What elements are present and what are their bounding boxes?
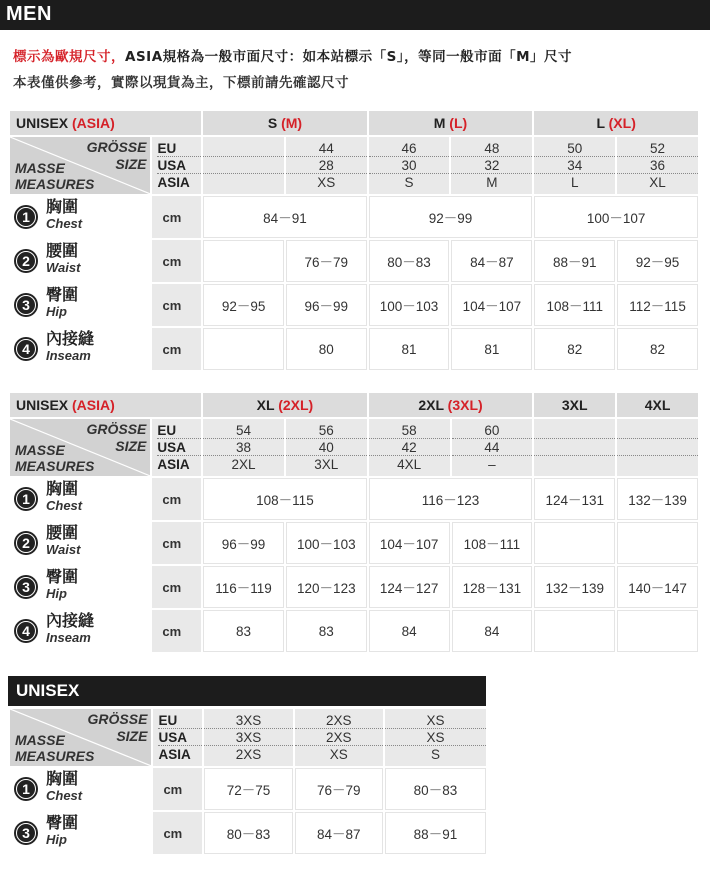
measure-value: 76－79 [295, 768, 383, 810]
measure-value: 84－91 [203, 196, 366, 238]
size-column: 52 36 XL [617, 137, 698, 194]
measure-value: 84 [452, 610, 533, 652]
size-column: 48 32 M [451, 137, 532, 194]
measure-name-zh: 胸圍 [46, 199, 79, 216]
measure-value: 84－87 [295, 812, 383, 854]
unisex-title: UNISEX [16, 681, 80, 700]
measure-value: 82 [534, 328, 615, 370]
size-group-l: L (XL) [534, 111, 698, 135]
masse-size-header: GRÖSSE SIZE MASSE MEASURES [10, 137, 150, 194]
measure-name-en: Waist [46, 542, 81, 557]
measure-value: 80 [286, 328, 367, 370]
unisex-title-bar [8, 676, 486, 706]
measure-name-en: Hip [46, 304, 67, 319]
table-header-unisex: UNISEX (ASIA) [10, 111, 201, 135]
men-title: MEN [6, 3, 52, 25]
measure-value: 108－111 [452, 522, 533, 564]
measure-number-icon: 3 [14, 575, 38, 599]
measure-label-cell [10, 328, 150, 370]
measure-name-zh: 臀圍 [46, 569, 79, 586]
measure-number-icon: 1 [14, 205, 38, 229]
measure-value: 81 [451, 328, 532, 370]
size-table-2 [8, 391, 700, 654]
measure-row [10, 284, 698, 326]
measure-value: 92－95 [617, 240, 698, 282]
measure-value: 116－119 [203, 566, 284, 608]
measure-value: 88－91 [534, 240, 615, 282]
measure-value: 96－99 [286, 284, 367, 326]
measure-name-en: Waist [46, 260, 81, 275]
notice-eu-label: 標示為歐規尺寸， [13, 49, 125, 65]
measure-value: 104－107 [451, 284, 532, 326]
measure-number-icon: 3 [14, 821, 38, 845]
size-group-2xl: 2XL (3XL) [369, 393, 533, 417]
measure-value: 96－99 [203, 522, 284, 564]
measure-value: 124－131 [534, 478, 615, 520]
size-column: 46 30 S [369, 137, 450, 194]
unit-cell: cm [152, 478, 201, 520]
size-column: 60 44 – [452, 419, 533, 476]
table-header-unisex: UNISEX (ASIA) [10, 393, 201, 417]
measure-value: 132－139 [617, 478, 698, 520]
measure-name-en: Inseam [46, 348, 91, 363]
measure-number-icon: 1 [14, 487, 38, 511]
measure-value: 104－107 [369, 522, 450, 564]
measure-value [617, 522, 698, 564]
measure-name-zh: 臀圍 [46, 287, 79, 304]
size-group-xl: XL (2XL) [203, 393, 367, 417]
measure-name-zh: 胸圍 [46, 481, 79, 498]
notice-line-2: 本表僅供參考，實際以現貨為主，下標前請先確認尺寸 [13, 75, 349, 91]
measure-value: 108－111 [534, 284, 615, 326]
measure-row [10, 240, 698, 282]
measure-value: 80－83 [385, 768, 486, 810]
unit-cell: cm [152, 196, 201, 238]
measure-value: 80－83 [204, 812, 292, 854]
measure-row [10, 478, 698, 520]
measure-label-cell [10, 768, 151, 810]
unit-cell: cm [153, 768, 202, 810]
measure-value [534, 610, 615, 652]
unit-cell: cm [152, 328, 201, 370]
measure-label-cell [10, 196, 150, 238]
measure-value [203, 328, 284, 370]
size-group-s: S (M) [203, 111, 366, 135]
measure-label-cell [10, 812, 151, 854]
measure-name-zh: 胸圍 [46, 771, 79, 788]
size-column: XS XS S [385, 709, 486, 766]
measure-value: 72－75 [204, 768, 292, 810]
size-system-labels: EU USA ASIA [152, 419, 201, 476]
measure-value: 140－147 [617, 566, 698, 608]
measure-value [534, 522, 615, 564]
size-system-labels: EU USA ASIA [153, 709, 202, 766]
size-column [617, 419, 698, 476]
measure-value [617, 610, 698, 652]
measure-value: 88－91 [385, 812, 486, 854]
size-group-4xl: 4XL [617, 393, 698, 417]
unit-cell: cm [152, 610, 201, 652]
size-table-1 [8, 109, 700, 372]
size-column: 3XS 3XS 2XS [204, 709, 292, 766]
measure-name-en: Hip [46, 586, 67, 601]
measure-value: 80－83 [369, 240, 450, 282]
measure-value: 108－115 [203, 478, 367, 520]
measure-value: 83 [203, 610, 284, 652]
size-column: 56 40 3XL [286, 419, 367, 476]
measure-value: 128－131 [452, 566, 533, 608]
unit-cell: cm [152, 522, 201, 564]
measure-number-icon: 2 [14, 531, 38, 555]
measure-label-cell [10, 610, 150, 652]
measure-label-cell [10, 284, 150, 326]
measure-value: 100－103 [286, 522, 367, 564]
measure-number-icon: 1 [14, 777, 38, 801]
measure-value: 92－99 [369, 196, 533, 238]
measure-row [10, 328, 698, 370]
measure-name-en: Inseam [46, 630, 91, 645]
measure-name-zh: 內接縫 [46, 613, 95, 630]
size-column: 44 28 XS [286, 137, 367, 194]
size-column: 58 42 4XL [369, 419, 450, 476]
measure-number-icon: 4 [14, 619, 38, 643]
masse-size-header: GRÖSSE SIZE MASSE MEASURES [10, 419, 150, 476]
measure-row [10, 768, 486, 810]
measure-label-cell [10, 566, 150, 608]
measure-name-en: Chest [46, 498, 83, 513]
measure-value: 81 [369, 328, 450, 370]
measure-row [10, 812, 486, 854]
measure-value: 84－87 [451, 240, 532, 282]
measure-label-cell [10, 240, 150, 282]
measure-value: 76－79 [286, 240, 367, 282]
size-column: 54 38 2XL [203, 419, 284, 476]
measure-value: 124－127 [369, 566, 450, 608]
size-column [534, 419, 615, 476]
measure-name-en: Chest [46, 216, 83, 231]
size-group-m: M (L) [369, 111, 533, 135]
notice-line-1 [13, 45, 572, 65]
measure-name-zh: 臀圍 [46, 815, 79, 832]
size-system-labels: EU USA ASIA [152, 137, 201, 194]
measure-label-cell [10, 478, 150, 520]
measure-name-en: Hip [46, 832, 67, 847]
measure-name-zh: 腰圍 [46, 525, 79, 542]
measure-value: 116－123 [369, 478, 533, 520]
unit-cell: cm [152, 566, 201, 608]
measure-name-zh: 腰圍 [46, 243, 79, 260]
measure-value [203, 240, 284, 282]
size-table-3 [8, 707, 488, 856]
measure-value: 84 [369, 610, 450, 652]
measure-row [10, 566, 698, 608]
measure-value: 82 [617, 328, 698, 370]
notice-asia-text: ASIA規格為一般市面尺寸：如本站標示「S」，等同一般市面「M」尺寸 [125, 49, 573, 65]
measure-value: 83 [286, 610, 367, 652]
masse-size-header: GRÖSSE SIZE MASSE MEASURES [10, 709, 151, 766]
unit-cell: cm [153, 812, 202, 854]
measure-number-icon: 3 [14, 293, 38, 317]
measure-label-cell [10, 522, 150, 564]
measure-value: 100－103 [369, 284, 450, 326]
measure-value: 100－107 [534, 196, 698, 238]
unit-cell: cm [152, 240, 201, 282]
men-title-bar [0, 0, 710, 30]
measure-number-icon: 2 [14, 249, 38, 273]
measure-number-icon: 4 [14, 337, 38, 361]
measure-name-en: Chest [46, 788, 83, 803]
measure-row [10, 522, 698, 564]
measure-name-zh: 內接縫 [46, 331, 95, 348]
measure-value: 92－95 [203, 284, 284, 326]
size-column: 2XS 2XS XS [295, 709, 383, 766]
size-column: 50 34 L [534, 137, 615, 194]
unit-cell: cm [152, 284, 201, 326]
size-group-3xl: 3XL [534, 393, 615, 417]
measure-value: 132－139 [534, 566, 615, 608]
measure-row [10, 196, 698, 238]
measure-row [10, 610, 698, 652]
measure-value: 112－115 [617, 284, 698, 326]
measure-value: 120－123 [286, 566, 367, 608]
size-column [203, 137, 284, 194]
